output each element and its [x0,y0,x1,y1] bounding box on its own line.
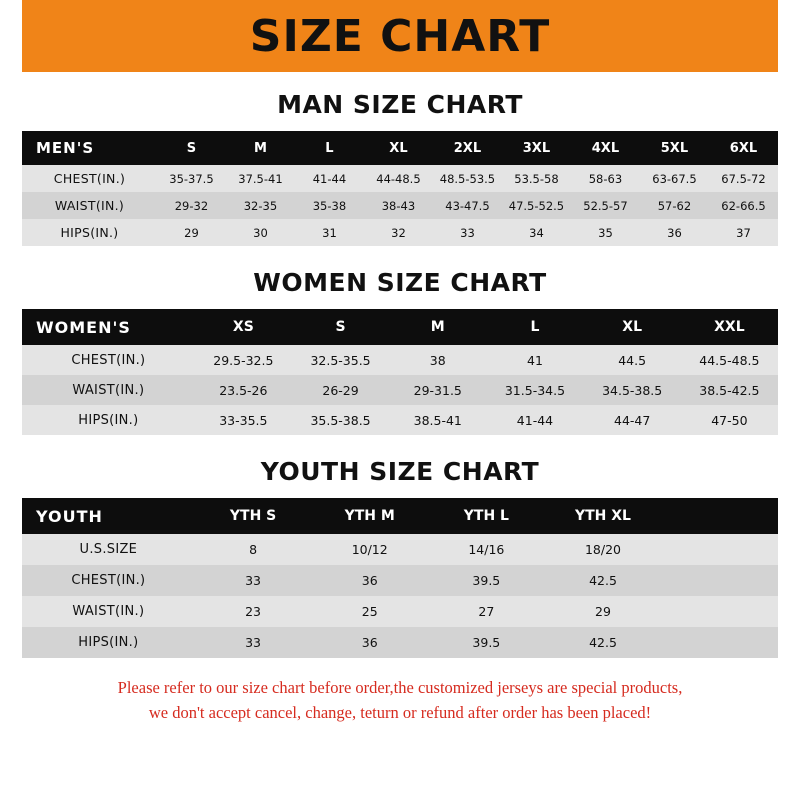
youth-ussize-s: 8 [195,534,312,565]
table-header-row [22,131,778,165]
women-size-table [22,309,778,435]
youth-ussize-l: 14/16 [428,534,545,565]
women-header-label: WOMEN'S [22,309,195,345]
youth-chest-l: 39.5 [428,565,545,596]
youth-row-label-ussize: U.S.SIZE [22,534,195,565]
footer-note-line-1: Please refer to our size chart before order,the customized jerseys are special products, [117,678,683,697]
women-waist-xs: 23.5-26 [195,375,292,405]
table-row [22,534,778,565]
header-banner [0,0,800,72]
man-row-label-chest: CHEST(IN.) [22,165,157,192]
youth-chest-m: 36 [311,565,428,596]
youth-ussize-empty [661,534,778,565]
man-header-l: L [295,131,364,165]
man-chest-l: 41-44 [295,165,364,192]
table-row [22,405,778,435]
footer-note-line-2: we don't accept cancel, change, teturn or refund after order has been placed! [148,702,652,722]
man-row-label-waist: WAIST(IN.) [22,192,157,219]
man-hips-5xl: 36 [640,219,709,246]
youth-chest-empty [661,565,778,596]
man-chest-5xl: 63-67.5 [640,165,709,192]
youth-size-table [22,498,778,658]
youth-table-head [22,498,778,534]
man-hips-m: 30 [226,219,295,246]
man-hips-xl: 32 [364,219,433,246]
women-header-xs: XS [195,309,292,345]
women-header-m: M [389,309,486,345]
youth-waist-empty [661,596,778,627]
man-chest-xl: 44-48.5 [364,165,433,192]
youth-header-yth-s: YTH S [195,498,312,534]
man-waist-5xl: 57-62 [640,192,709,219]
women-header-s: S [292,309,389,345]
youth-row-label-waist: WAIST(IN.) [22,596,195,627]
man-table-body [22,165,778,246]
women-hips-xs: 33-35.5 [195,405,292,435]
man-header-3xl: 3XL [502,131,571,165]
youth-waist-l: 27 [428,596,545,627]
man-hips-2xl: 33 [433,219,502,246]
man-chest-4xl: 58-63 [571,165,640,192]
footer-note [22,676,778,726]
man-chest-6xl: 67.5-72 [709,165,778,192]
man-hips-4xl: 35 [571,219,640,246]
table-row [22,627,778,658]
youth-header-empty [661,498,778,534]
women-chest-xxl: 44.5-48.5 [681,345,778,375]
chart-content [0,90,800,726]
table-header-row [22,309,778,345]
youth-hips-m: 36 [311,627,428,658]
women-hips-m: 38.5-41 [389,405,486,435]
women-chest-xl: 44.5 [584,345,681,375]
youth-waist-xl: 29 [545,596,662,627]
women-row-label-waist: WAIST(IN.) [22,375,195,405]
youth-waist-s: 23 [195,596,312,627]
banner-left-spacer [0,0,22,72]
man-chest-2xl: 48.5-53.5 [433,165,502,192]
man-waist-m: 32-35 [226,192,295,219]
man-header-xl: XL [364,131,433,165]
women-waist-xxl: 38.5-42.5 [681,375,778,405]
man-waist-4xl: 52.5-57 [571,192,640,219]
youth-hips-empty [661,627,778,658]
man-header-4xl: 4XL [571,131,640,165]
man-chest-m: 37.5-41 [226,165,295,192]
man-section-title: MAN SIZE CHART [277,90,523,119]
man-table-head [22,131,778,165]
table-row [22,596,778,627]
man-waist-s: 29-32 [157,192,226,219]
women-waist-m: 29-31.5 [389,375,486,405]
youth-ussize-m: 10/12 [311,534,428,565]
women-chest-s: 32.5-35.5 [292,345,389,375]
women-hips-s: 35.5-38.5 [292,405,389,435]
man-waist-3xl: 47.5-52.5 [502,192,571,219]
table-row [22,375,778,405]
youth-header-yth-m: YTH M [311,498,428,534]
women-waist-xl: 34.5-38.5 [584,375,681,405]
youth-header-yth-l: YTH L [428,498,545,534]
youth-chest-xl: 42.5 [545,565,662,596]
youth-waist-m: 25 [311,596,428,627]
youth-hips-l: 39.5 [428,627,545,658]
man-header-5xl: 5XL [640,131,709,165]
man-row-label-hips: HIPS(IN.) [22,219,157,246]
man-hips-s: 29 [157,219,226,246]
women-table-head [22,309,778,345]
man-header-6xl: 6XL [709,131,778,165]
table-row [22,192,778,219]
table-row [22,565,778,596]
man-chest-3xl: 53.5-58 [502,165,571,192]
women-section-title: WOMEN SIZE CHART [253,268,547,297]
youth-row-label-chest: CHEST(IN.) [22,565,195,596]
man-hips-3xl: 34 [502,219,571,246]
women-row-label-hips: HIPS(IN.) [22,405,195,435]
man-header-s: S [157,131,226,165]
banner-right-spacer [778,0,800,72]
man-waist-2xl: 43-47.5 [433,192,502,219]
women-row-label-chest: CHEST(IN.) [22,345,195,375]
women-table-body [22,345,778,435]
women-hips-xxl: 47-50 [681,405,778,435]
women-waist-s: 26-29 [292,375,389,405]
youth-hips-xl: 42.5 [545,627,662,658]
youth-chest-s: 33 [195,565,312,596]
youth-header-label: YOUTH [22,498,195,534]
man-chest-s: 35-37.5 [157,165,226,192]
table-row [22,219,778,246]
youth-header-yth-xl: YTH XL [545,498,662,534]
youth-ussize-xl: 18/20 [545,534,662,565]
table-header-row [22,498,778,534]
man-header-m: M [226,131,295,165]
women-chest-xs: 29.5-32.5 [195,345,292,375]
man-waist-6xl: 62-66.5 [709,192,778,219]
youth-row-label-hips: HIPS(IN.) [22,627,195,658]
youth-table-body [22,534,778,658]
women-header-xxl: XXL [681,309,778,345]
youth-hips-s: 33 [195,627,312,658]
women-header-l: L [486,309,583,345]
women-waist-l: 31.5-34.5 [486,375,583,405]
women-chest-m: 38 [389,345,486,375]
women-hips-l: 41-44 [486,405,583,435]
women-header-xl: XL [584,309,681,345]
man-header-2xl: 2XL [433,131,502,165]
women-hips-xl: 44-47 [584,405,681,435]
page-title: SIZE CHART [249,10,551,62]
man-hips-l: 31 [295,219,364,246]
table-row [22,165,778,192]
man-waist-l: 35-38 [295,192,364,219]
youth-section-title: YOUTH SIZE CHART [260,457,540,486]
man-size-table [22,131,778,246]
man-header-label: MEN'S [22,131,157,165]
man-hips-6xl: 37 [709,219,778,246]
man-waist-xl: 38-43 [364,192,433,219]
women-chest-l: 41 [486,345,583,375]
table-row [22,345,778,375]
